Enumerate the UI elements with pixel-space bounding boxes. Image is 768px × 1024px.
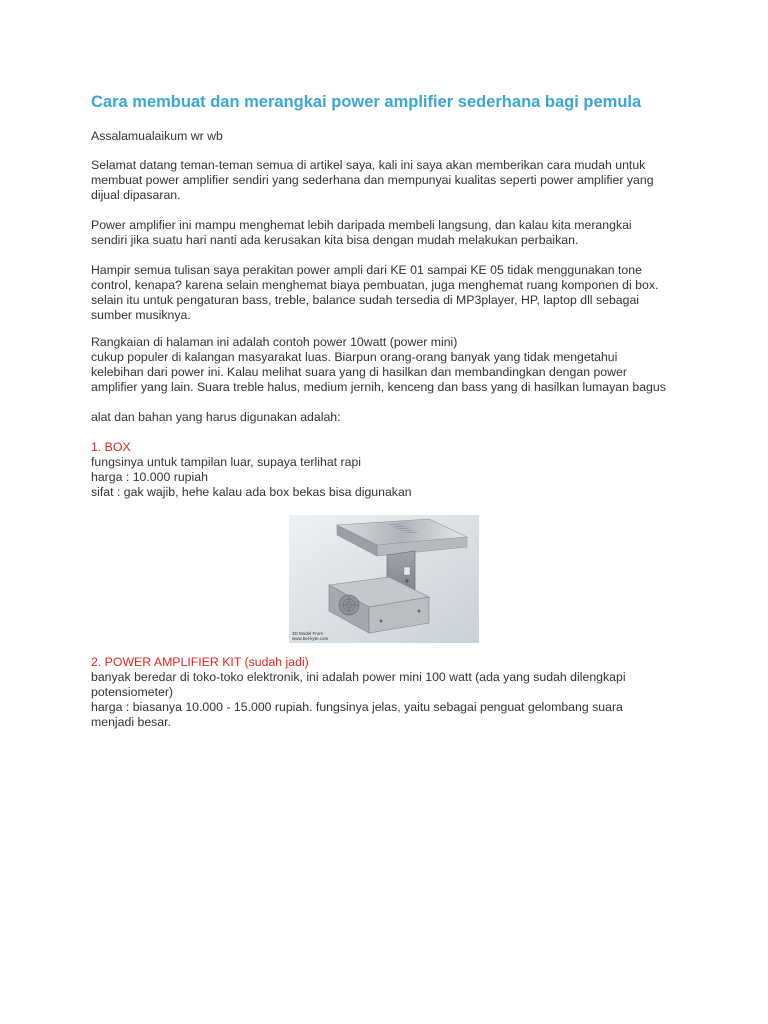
- box-enclosure-image: [289, 515, 479, 643]
- box-enclosure-illustration: [289, 515, 479, 643]
- item-1-heading: 1. BOX: [91, 440, 131, 454]
- item-2-line: harga : biasanya 10.000 - 15.000 rupiah. fungsinya jelas, yaitu sebagai penguat gelombang suara: [91, 700, 623, 714]
- item-2-line: potensiometer): [91, 685, 174, 699]
- paragraph-line: Rangkaian di halaman ini adalah contoh power 10watt (power mini): [91, 335, 458, 349]
- paragraph-line: selain itu untuk pengaturan bass, treble, balance sudah tersedia di MP3player, HP, laptop dll sebagai: [91, 293, 640, 307]
- paragraph-3: [91, 263, 691, 323]
- intro-paragraph: [91, 158, 691, 203]
- item-2-heading: 2. POWER AMPLIFIER KIT (sudah jadi): [91, 655, 309, 669]
- greeting: Assalamualaikum wr wb: [91, 129, 223, 143]
- paragraph-line: Power amplifier ini mampu menghemat lebih daripada membeli langsung, dan kalau kita merangkai: [91, 218, 632, 232]
- paragraph-4: [91, 335, 691, 395]
- intro-line: membuat power amplifier sendiri yang sederhana dan mempunyai kualitas seperti power amplifier yang: [91, 173, 654, 187]
- paragraph-line: amplifier yang lain. Suara treble halus, medium jernih, kenceng dan bass yang di hasilkan lumayan bagus: [91, 380, 666, 394]
- paragraph-2: [91, 218, 691, 248]
- paragraph-line: sendiri jika suatu hari nanti ada kerusakan kita bisa dengan mudah melakukan perbaikan.: [91, 233, 579, 247]
- item-2-line: banyak beredar di toko-toko elektronik, ini adalah power mini 100 watt (ada yang sudah dilengkapi: [91, 670, 626, 684]
- item-2: [91, 655, 691, 730]
- paragraph-line: cukup populer di kalangan masyarakat luas. Biarpun orang-orang banyak yang tidak mengetahui: [91, 350, 618, 364]
- intro-line: Selamat datang teman-teman semua di artikel saya, kali ini saya akan memberikan cara mudah untuk: [91, 158, 646, 172]
- image-caption: [292, 631, 328, 641]
- item-1-line: sifat : gak wajib, hehe kalau ada box bekas bisa digunakan: [91, 485, 412, 499]
- caption-line: www.bel-kyte.com: [292, 636, 329, 641]
- article-title: Cara membuat dan merangkai power amplifier sederhana bagi pemula: [91, 93, 642, 111]
- paragraph-line: sumber musiknya.: [91, 308, 191, 322]
- item-1-line: harga : 10.000 rupiah: [91, 470, 208, 484]
- paragraph-line: Hampir semua tulisan saya perakitan power ampli dari KE 01 sampai KE 05 tidak menggunakan tone: [91, 263, 642, 277]
- paragraph-line: control, kenapa? karena selain menghemat biaya pembuatan, juga menghemat ruang komponen di box.: [91, 278, 659, 292]
- paragraph-5: alat dan bahan yang harus digunakan adalah:: [91, 410, 341, 424]
- item-1-line: fungsinya untuk tampilan luar, supaya terlihat rapi: [91, 455, 362, 469]
- intro-line: dijual dipasaran.: [91, 188, 181, 202]
- item-2-line: menjadi besar.: [91, 715, 171, 729]
- paragraph-line: kelebihan dari power ini. Kalau melihat suara yang di hasilkan dan membandingkan dengan power: [91, 365, 627, 379]
- item-1: [91, 440, 691, 500]
- caption-line: 3D Model From: [292, 631, 324, 636]
